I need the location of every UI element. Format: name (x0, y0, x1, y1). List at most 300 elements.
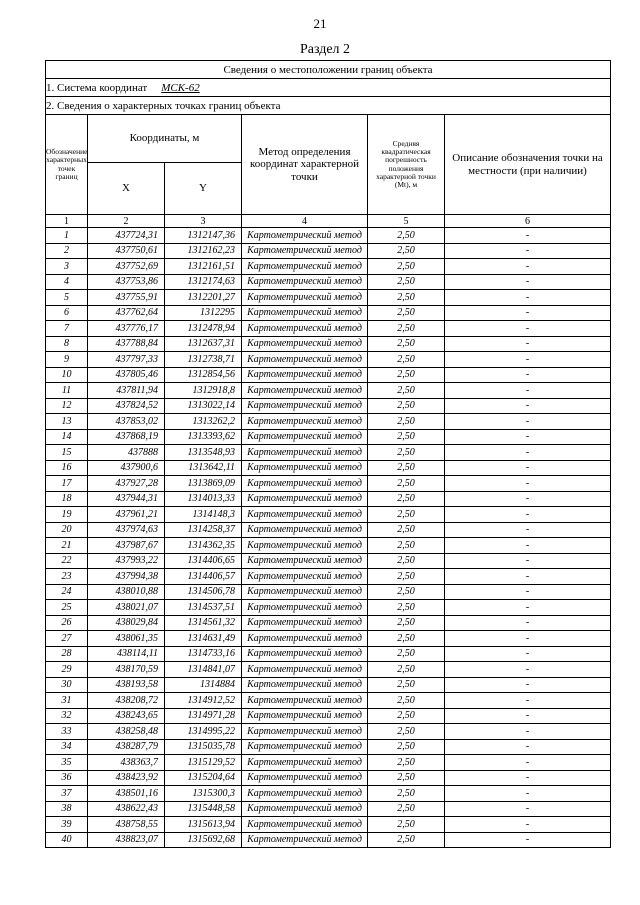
y-coordinate-cell: 1315613,94 (165, 817, 242, 833)
description-cell: - (445, 786, 611, 802)
table-row (46, 228, 611, 244)
y-coordinate-cell: 1314884 (165, 677, 242, 693)
boundary-points-table (45, 60, 611, 848)
table-row (46, 569, 611, 585)
method-cell: Картометрический метод (242, 646, 368, 662)
method-cell: Картометрический метод (242, 631, 368, 647)
point-number-cell: 29 (46, 662, 88, 678)
x-coordinate-cell: 437994,38 (88, 569, 165, 585)
accuracy-cell: 2,50 (368, 476, 445, 492)
x-coordinate-cell: 437797,33 (88, 352, 165, 368)
x-coordinate-cell: 438114,11 (88, 646, 165, 662)
method-cell: Картометрический метод (242, 755, 368, 771)
x-coordinate-cell: 438758,55 (88, 817, 165, 833)
point-number-cell: 19 (46, 507, 88, 523)
point-number-cell: 33 (46, 724, 88, 740)
method-cell: Картометрический метод (242, 569, 368, 585)
y-coordinate-cell: 1315204,64 (165, 770, 242, 786)
table-row (46, 367, 611, 383)
table-row (46, 445, 611, 461)
table-row (46, 832, 611, 848)
method-cell: Картометрический метод (242, 817, 368, 833)
table-row (46, 414, 611, 430)
point-number-cell: 37 (46, 786, 88, 802)
table-row (46, 677, 611, 693)
description-cell: - (445, 522, 611, 538)
description-cell: - (445, 677, 611, 693)
method-cell: Картометрический метод (242, 739, 368, 755)
x-coordinate-cell: 437944,31 (88, 491, 165, 507)
column-number-row (46, 215, 611, 228)
point-number-cell: 27 (46, 631, 88, 647)
description-cell: - (445, 491, 611, 507)
method-cell: Картометрический метод (242, 801, 368, 817)
point-number-cell: 4 (46, 274, 88, 290)
header-x: X (88, 163, 165, 215)
method-cell: Картометрический метод (242, 662, 368, 678)
page-number: 21 (313, 16, 327, 31)
y-coordinate-cell: 1314258,37 (165, 522, 242, 538)
method-cell: Картометрический метод (242, 305, 368, 321)
point-number-cell: 23 (46, 569, 88, 585)
accuracy-cell: 2,50 (368, 662, 445, 678)
accuracy-cell: 2,50 (368, 352, 445, 368)
table-row (46, 801, 611, 817)
x-coordinate-cell: 437888 (88, 445, 165, 461)
point-number-cell: 5 (46, 290, 88, 306)
x-coordinate-cell: 438010,88 (88, 584, 165, 600)
method-cell: Картометрический метод (242, 832, 368, 848)
y-coordinate-cell: 1315129,52 (165, 755, 242, 771)
table-row (46, 693, 611, 709)
description-cell: - (445, 507, 611, 523)
x-coordinate-cell: 437853,02 (88, 414, 165, 430)
x-coordinate-cell: 438029,84 (88, 615, 165, 631)
y-coordinate-cell: 1314561,32 (165, 615, 242, 631)
accuracy-cell: 2,50 (368, 739, 445, 755)
x-coordinate-cell: 438258,48 (88, 724, 165, 740)
y-coordinate-cell: 1312918,8 (165, 383, 242, 399)
description-cell: - (445, 445, 611, 461)
x-coordinate-cell: 438170,59 (88, 662, 165, 678)
description-cell: - (445, 274, 611, 290)
description-cell: - (445, 305, 611, 321)
description-cell: - (445, 755, 611, 771)
table-row (46, 460, 611, 476)
method-cell: Картометрический метод (242, 538, 368, 554)
x-coordinate-cell: 438501,16 (88, 786, 165, 802)
table-row (46, 615, 611, 631)
point-number-cell: 16 (46, 460, 88, 476)
y-coordinate-cell: 1314912,52 (165, 693, 242, 709)
description-cell: - (445, 228, 611, 244)
accuracy-cell: 2,50 (368, 336, 445, 352)
description-cell: - (445, 414, 611, 430)
x-coordinate-cell: 438193,58 (88, 677, 165, 693)
header-accuracy: Средняя квадратическая погрешность положения характерной точки (Mt), м (368, 115, 445, 215)
y-coordinate-cell: 1315692,68 (165, 832, 242, 848)
point-number-cell: 10 (46, 367, 88, 383)
accuracy-cell: 2,50 (368, 491, 445, 507)
accuracy-cell: 2,50 (368, 600, 445, 616)
point-number-cell: 20 (46, 522, 88, 538)
accuracy-cell: 2,50 (368, 243, 445, 259)
y-coordinate-cell: 1314148,3 (165, 507, 242, 523)
column-number: 4 (242, 215, 368, 228)
table-row (46, 538, 611, 554)
accuracy-cell: 2,50 (368, 274, 445, 290)
accuracy-cell: 2,50 (368, 367, 445, 383)
x-coordinate-cell: 437750,61 (88, 243, 165, 259)
method-cell: Картометрический метод (242, 770, 368, 786)
x-coordinate-cell: 437900,6 (88, 460, 165, 476)
table-row (46, 755, 611, 771)
method-cell: Картометрический метод (242, 693, 368, 709)
accuracy-cell: 2,50 (368, 460, 445, 476)
description-cell: - (445, 724, 611, 740)
description-cell: - (445, 553, 611, 569)
point-number-cell: 24 (46, 584, 88, 600)
table-row (46, 305, 611, 321)
table-row (46, 491, 611, 507)
table-row (46, 770, 611, 786)
header-point-designation: Обозначение характерных точек границ (46, 115, 88, 215)
header-y: Y (165, 163, 242, 215)
x-coordinate-cell: 437961,21 (88, 507, 165, 523)
coord-system-label: 1. Система координат (46, 81, 148, 94)
point-number-cell: 3 (46, 259, 88, 275)
table-row (46, 584, 611, 600)
point-number-cell: 21 (46, 538, 88, 554)
method-cell: Картометрический метод (242, 786, 368, 802)
point-number-cell: 22 (46, 553, 88, 569)
point-number-cell: 32 (46, 708, 88, 724)
y-coordinate-cell: 1312201,27 (165, 290, 242, 306)
method-cell: Картометрический метод (242, 228, 368, 244)
x-coordinate-cell: 437987,67 (88, 538, 165, 554)
accuracy-cell: 2,50 (368, 414, 445, 430)
accuracy-cell: 2,50 (368, 290, 445, 306)
accuracy-cell: 2,50 (368, 584, 445, 600)
method-cell: Картометрический метод (242, 429, 368, 445)
x-coordinate-cell: 438287,79 (88, 739, 165, 755)
y-coordinate-cell: 1314841,07 (165, 662, 242, 678)
y-coordinate-cell: 1313022,14 (165, 398, 242, 414)
x-coordinate-cell: 437776,17 (88, 321, 165, 337)
y-coordinate-cell: 1312637,31 (165, 336, 242, 352)
y-coordinate-cell: 1313262,2 (165, 414, 242, 430)
x-coordinate-cell: 438243,65 (88, 708, 165, 724)
description-cell: - (445, 739, 611, 755)
table-row (46, 290, 611, 306)
accuracy-cell: 2,50 (368, 321, 445, 337)
method-cell: Картометрический метод (242, 352, 368, 368)
header-method: Метод определения координат характерной точки (242, 115, 368, 215)
method-cell: Картометрический метод (242, 398, 368, 414)
coord-system-cell (46, 79, 611, 97)
table-row (46, 507, 611, 523)
accuracy-cell: 2,50 (368, 708, 445, 724)
point-number-cell: 39 (46, 817, 88, 833)
point-number-cell: 18 (46, 491, 88, 507)
description-cell: - (445, 569, 611, 585)
coord-system-row (46, 79, 611, 97)
description-cell: - (445, 631, 611, 647)
accuracy-cell: 2,50 (368, 259, 445, 275)
x-coordinate-cell: 437755,91 (88, 290, 165, 306)
y-coordinate-cell: 1313548,93 (165, 445, 242, 461)
y-coordinate-cell: 1313393,62 (165, 429, 242, 445)
description-cell: - (445, 321, 611, 337)
point-number-cell: 17 (46, 476, 88, 492)
description-cell: - (445, 476, 611, 492)
method-cell: Картометрический метод (242, 460, 368, 476)
y-coordinate-cell: 1312161,51 (165, 259, 242, 275)
point-number-cell: 38 (46, 801, 88, 817)
y-coordinate-cell: 1314971,28 (165, 708, 242, 724)
accuracy-cell: 2,50 (368, 724, 445, 740)
accuracy-cell: 2,50 (368, 801, 445, 817)
y-coordinate-cell: 1314362,35 (165, 538, 242, 554)
accuracy-cell: 2,50 (368, 569, 445, 585)
description-cell: - (445, 538, 611, 554)
table-row (46, 243, 611, 259)
x-coordinate-cell: 437752,69 (88, 259, 165, 275)
point-number-cell: 13 (46, 414, 88, 430)
method-cell: Картометрический метод (242, 677, 368, 693)
method-cell: Картометрический метод (242, 491, 368, 507)
description-cell: - (445, 352, 611, 368)
table-row (46, 336, 611, 352)
x-coordinate-cell: 438823,07 (88, 832, 165, 848)
y-coordinate-cell: 1314537,51 (165, 600, 242, 616)
description-cell: - (445, 646, 611, 662)
accuracy-cell: 2,50 (368, 538, 445, 554)
accuracy-cell: 2,50 (368, 553, 445, 569)
x-coordinate-cell: 438021,07 (88, 600, 165, 616)
table-row (46, 786, 611, 802)
accuracy-cell: 2,50 (368, 646, 445, 662)
point-number-cell: 14 (46, 429, 88, 445)
point-number-cell: 40 (46, 832, 88, 848)
accuracy-cell: 2,50 (368, 677, 445, 693)
method-cell: Картометрический метод (242, 321, 368, 337)
method-cell: Картометрический метод (242, 476, 368, 492)
table-row (46, 631, 611, 647)
method-cell: Картометрический метод (242, 507, 368, 523)
x-coordinate-cell: 437805,46 (88, 367, 165, 383)
column-number: 3 (165, 215, 242, 228)
y-coordinate-cell: 1314506,78 (165, 584, 242, 600)
x-coordinate-cell: 438423,92 (88, 770, 165, 786)
accuracy-cell: 2,50 (368, 522, 445, 538)
accuracy-cell: 2,50 (368, 786, 445, 802)
header-description: Описание обозначения точки на местности (при наличии) (445, 115, 611, 215)
method-cell: Картометрический метод (242, 615, 368, 631)
description-cell: - (445, 662, 611, 678)
description-cell: - (445, 770, 611, 786)
x-coordinate-cell: 438622,43 (88, 801, 165, 817)
table-row (46, 708, 611, 724)
table-row (46, 429, 611, 445)
x-coordinate-cell: 438363,7 (88, 755, 165, 771)
point-number-cell: 25 (46, 600, 88, 616)
method-cell: Картометрический метод (242, 274, 368, 290)
accuracy-cell: 2,50 (368, 383, 445, 399)
accuracy-cell: 2,50 (368, 445, 445, 461)
description-cell: - (445, 693, 611, 709)
points-heading-row (46, 97, 611, 115)
table-row (46, 600, 611, 616)
method-cell: Картометрический метод (242, 708, 368, 724)
y-coordinate-cell: 1312478,94 (165, 321, 242, 337)
y-coordinate-cell: 1312147,36 (165, 228, 242, 244)
point-number-cell: 31 (46, 693, 88, 709)
description-cell: - (445, 243, 611, 259)
x-coordinate-cell: 437788,84 (88, 336, 165, 352)
point-number-cell: 12 (46, 398, 88, 414)
x-coordinate-cell: 438061,35 (88, 631, 165, 647)
y-coordinate-cell: 1313869,09 (165, 476, 242, 492)
description-cell: - (445, 832, 611, 848)
y-coordinate-cell: 1312162,23 (165, 243, 242, 259)
x-coordinate-cell: 437824,52 (88, 398, 165, 414)
accuracy-cell: 2,50 (368, 228, 445, 244)
accuracy-cell: 2,50 (368, 429, 445, 445)
point-number-cell: 35 (46, 755, 88, 771)
coord-system-value: МСК-62 (161, 81, 200, 94)
accuracy-cell: 2,50 (368, 398, 445, 414)
header-row-1 (46, 115, 611, 163)
y-coordinate-cell: 1314013,33 (165, 491, 242, 507)
description-cell: - (445, 336, 611, 352)
x-coordinate-cell: 438208,72 (88, 693, 165, 709)
y-coordinate-cell: 1312174,63 (165, 274, 242, 290)
point-number-cell: 1 (46, 228, 88, 244)
description-cell: - (445, 460, 611, 476)
point-number-cell: 15 (46, 445, 88, 461)
table-row (46, 724, 611, 740)
description-cell: - (445, 817, 611, 833)
y-coordinate-cell: 1314406,57 (165, 569, 242, 585)
point-number-cell: 34 (46, 739, 88, 755)
table-row (46, 522, 611, 538)
method-cell: Картометрический метод (242, 367, 368, 383)
header-coordinates: Координаты, м (88, 115, 242, 163)
table-title: Сведения о местоположении границ объекта (46, 61, 611, 79)
y-coordinate-cell: 1312738,71 (165, 352, 242, 368)
table-row (46, 321, 611, 337)
y-coordinate-cell: 1314631,49 (165, 631, 242, 647)
accuracy-cell: 2,50 (368, 615, 445, 631)
method-cell: Картометрический метод (242, 290, 368, 306)
accuracy-cell: 2,50 (368, 305, 445, 321)
y-coordinate-cell: 1315035,78 (165, 739, 242, 755)
x-coordinate-cell: 437762,64 (88, 305, 165, 321)
point-number-cell: 6 (46, 305, 88, 321)
table-title-row (46, 61, 611, 79)
y-coordinate-cell: 1312854,56 (165, 367, 242, 383)
y-coordinate-cell: 1314733,16 (165, 646, 242, 662)
description-cell: - (445, 429, 611, 445)
description-cell: - (445, 615, 611, 631)
point-number-cell: 8 (46, 336, 88, 352)
x-coordinate-cell: 437927,28 (88, 476, 165, 492)
accuracy-cell: 2,50 (368, 832, 445, 848)
method-cell: Картометрический метод (242, 336, 368, 352)
point-number-cell: 26 (46, 615, 88, 631)
table-row (46, 352, 611, 368)
description-cell: - (445, 801, 611, 817)
table-row (46, 259, 611, 275)
section-title: Раздел 2 (299, 42, 351, 57)
x-coordinate-cell: 437974,63 (88, 522, 165, 538)
method-cell: Картометрический метод (242, 584, 368, 600)
point-number-cell: 11 (46, 383, 88, 399)
column-number: 2 (88, 215, 165, 228)
point-number-cell: 9 (46, 352, 88, 368)
table-row (46, 646, 611, 662)
accuracy-cell: 2,50 (368, 755, 445, 771)
table-row (46, 817, 611, 833)
description-cell: - (445, 290, 611, 306)
column-number: 5 (368, 215, 445, 228)
y-coordinate-cell: 1315300,3 (165, 786, 242, 802)
column-number: 1 (46, 215, 88, 228)
method-cell: Картометрический метод (242, 445, 368, 461)
y-coordinate-cell: 1314995,22 (165, 724, 242, 740)
method-cell: Картометрический метод (242, 259, 368, 275)
x-coordinate-cell: 437724,31 (88, 228, 165, 244)
y-coordinate-cell: 1312295 (165, 305, 242, 321)
point-number-cell: 30 (46, 677, 88, 693)
point-number-cell: 36 (46, 770, 88, 786)
description-cell: - (445, 584, 611, 600)
x-coordinate-cell: 437868,19 (88, 429, 165, 445)
description-cell: - (445, 259, 611, 275)
table-row (46, 383, 611, 399)
description-cell: - (445, 367, 611, 383)
table-row (46, 476, 611, 492)
method-cell: Картометрический метод (242, 600, 368, 616)
method-cell: Картометрический метод (242, 383, 368, 399)
table-row (46, 398, 611, 414)
description-cell: - (445, 398, 611, 414)
points-heading: 2. Сведения о характерных точках границ объекта (46, 97, 611, 115)
table-row (46, 274, 611, 290)
method-cell: Картометрический метод (242, 553, 368, 569)
method-cell: Картометрический метод (242, 522, 368, 538)
table-row (46, 553, 611, 569)
point-number-cell: 28 (46, 646, 88, 662)
point-number-cell: 7 (46, 321, 88, 337)
accuracy-cell: 2,50 (368, 507, 445, 523)
description-cell: - (445, 600, 611, 616)
y-coordinate-cell: 1313642,11 (165, 460, 242, 476)
x-coordinate-cell: 437993,22 (88, 553, 165, 569)
method-cell: Картометрический метод (242, 724, 368, 740)
table-row (46, 662, 611, 678)
accuracy-cell: 2,50 (368, 631, 445, 647)
method-cell: Картометрический метод (242, 243, 368, 259)
x-coordinate-cell: 437753,86 (88, 274, 165, 290)
accuracy-cell: 2,50 (368, 817, 445, 833)
description-cell: - (445, 383, 611, 399)
description-cell: - (445, 708, 611, 724)
column-number: 6 (445, 215, 611, 228)
y-coordinate-cell: 1314406,65 (165, 553, 242, 569)
point-number-cell: 2 (46, 243, 88, 259)
